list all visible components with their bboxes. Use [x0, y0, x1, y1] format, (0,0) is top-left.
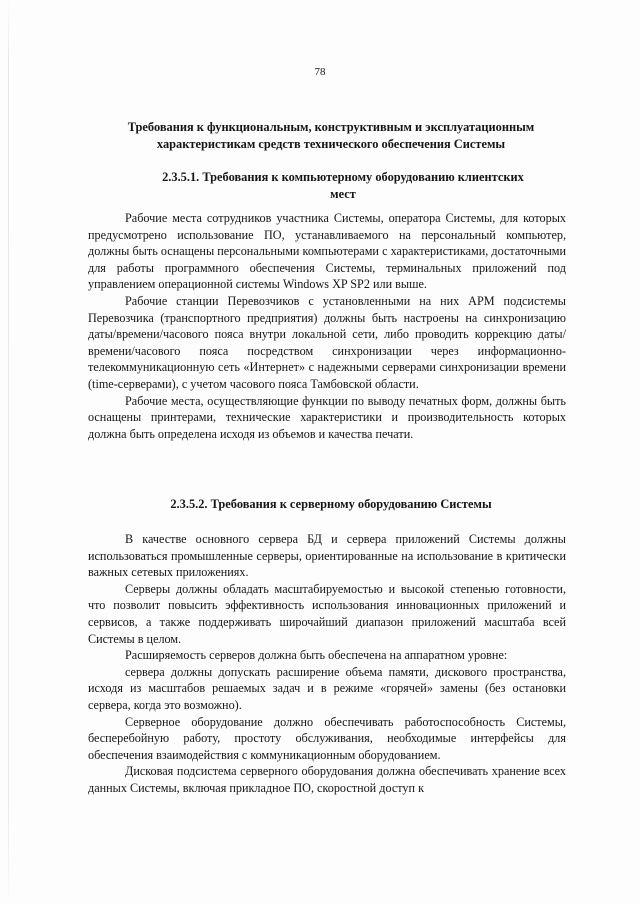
section-client-hardware-body: [88, 210, 566, 442]
paragraph: Расширяемость серверов должна быть обеспечена на аппаратном уровне:: [125, 648, 508, 663]
paragraph: Серверное оборудование должно обеспечивать работоспособность Системы, бесперебойную работу, простоту обслуживания, необходимые интерфейсы для обеспечения взаимодействия с коммуникационным оборудованием.: [88, 714, 566, 762]
paragraph: Рабочие станции Перевозчиков с установленными на них АРМ подсистемы Перевозчика (транспортного предприятия) должны быть настроены на синхронизацию даты/времени/часового пояса внутри локальной сети, либо проводить коррекцию даты/времени/часового пояса посредством синхронизации через информационно-телекоммуникационную сеть «Интернет» с надежными серверами синхронизации времени (time-серверами), с учетом часового пояса Тамбовской области.: [88, 293, 566, 391]
paragraph: Дисковая подсистема серверного оборудования должна обеспечивать хранение всех данных Системы, включая прикладное ПО, скоростной доступ к: [88, 764, 566, 795]
section-heading-server-hardware: 2.3.5.2. Требования к серверному оборудованию Системы: [170, 497, 492, 511]
main-heading: Требования к функциональным, конструктивным и эксплуатационным характеристикам средств технического обеспечения Системы: [127, 120, 535, 151]
section-heading-client-hardware: 2.3.5.1. Требования к компьютерному оборудованию клиентских мест: [162, 170, 524, 201]
scan-edge-line: [8, 0, 9, 905]
paragraph: Рабочие места, осуществляющие функции по выводу печатных форм, должны быть оснащены принтерами, технические характеристики и производительность которых должна быть определена исходя из объемов и качества печати.: [88, 393, 566, 441]
paragraph: В качестве основного сервера БД и сервера приложений Системы должны использоваться промышленные серверы, ориентированные на использование в критически важных сетевых приложениях.: [88, 532, 566, 580]
paragraph: Серверы должны обладать масштабируемостью и высокой степенью готовности, что позволит повысить эффективность использования инновационных приложений и сервисов, а также поддерживать широчайший диапазон приложений масштаба всей Системы в целом.: [88, 581, 566, 646]
paragraph: Рабочие места сотрудников участника Системы, оператора Системы, для которых предусмотрено использование ПО, устанавливаемого на персональный компьютер, должны быть оснащены персональными компьютерами с характеристиками, достаточными для работы программного обеспечения Системы, терминальных приложений под управлением операционной системы Windows XP SP2 или выше.: [88, 211, 566, 292]
section-server-hardware-body: [88, 531, 566, 797]
paragraph: сервера должны допускать расширение объема памяти, дискового пространства, исходя из масштабов решаемых задач и в режиме «горячей» замены (без остановки сервера, когда это возможно).: [88, 664, 566, 712]
page-number: 78: [314, 66, 326, 78]
